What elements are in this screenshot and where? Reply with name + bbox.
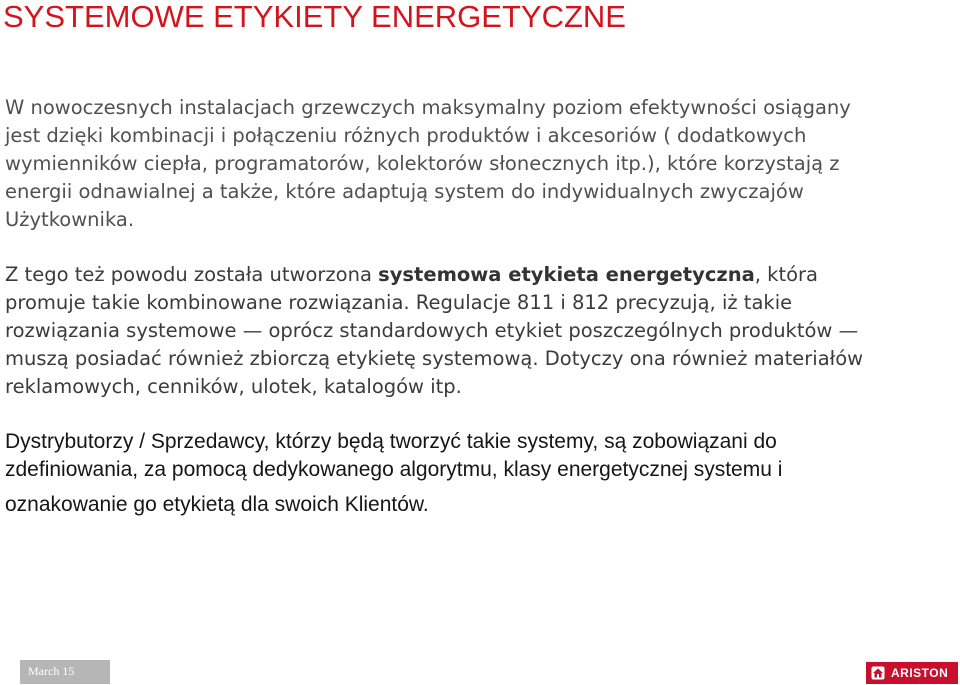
footer-date-box: [20, 660, 110, 684]
ariston-logo-icon: [871, 666, 885, 680]
paragraph-line: oznakowanie go etykietą dla swoich Klientów.: [5, 493, 429, 516]
paragraph-line: reklamowych, cenników, ulotek, katalogów itp.: [5, 375, 462, 398]
paragraph-line: muszą posiadać również zbiorczą etykietę systemową. Dotyczy ona również materiałów: [5, 347, 864, 370]
brand-logo: [866, 662, 958, 684]
paragraph-line: wymienników ciepła, programatorów, kolektorów słonecznych itp.), które korzystają z: [5, 152, 840, 175]
paragraph-line: W nowoczesnych instalacjach grzewczych maksymalny poziom efektywności osiągany: [5, 96, 851, 119]
paragraph-distributors: [5, 428, 782, 519]
text-segment: , która: [754, 263, 818, 286]
slide-title: SYSTEMOWE ETYKIETY ENERGETYCZNE: [3, 0, 626, 34]
paragraph-intro: [5, 94, 851, 234]
paragraph-line: Użytkownika.: [5, 208, 135, 231]
paragraph-line: jest dzięki kombinacji i połączeniu różnych produktów i akcesoriów ( dodatkowych: [5, 124, 807, 147]
paragraph-line: zdefiniowania, za pomocą dedykowanego algorytmu, klasy energetycznej systemu i: [5, 458, 783, 481]
highlighted-term: systemowa etykieta energetyczna: [378, 263, 755, 286]
paragraph-system-label: [5, 261, 863, 401]
paragraph-line: rozwiązania systemowe — oprócz standardowych etykiet poszczególnych produktów —: [5, 319, 859, 342]
footer-date: March 15: [28, 664, 75, 678]
brand-name: ARISTON: [891, 666, 949, 680]
paragraph-line: Dystrybutorzy / Sprzedawcy, którzy będą tworzyć takie systemy, są zobowiązani do: [5, 430, 777, 453]
paragraph-line: energii odnawialnej a także, które adaptują system do indywidualnych zwyczajów: [5, 180, 804, 203]
paragraph-line: promuje takie kombinowane rozwiązania. Regulacje 811 i 812 precyzują, iż takie: [5, 291, 793, 314]
text-segment: Z tego też powodu została utworzona: [5, 263, 379, 286]
paragraph-line: [5, 261, 863, 289]
